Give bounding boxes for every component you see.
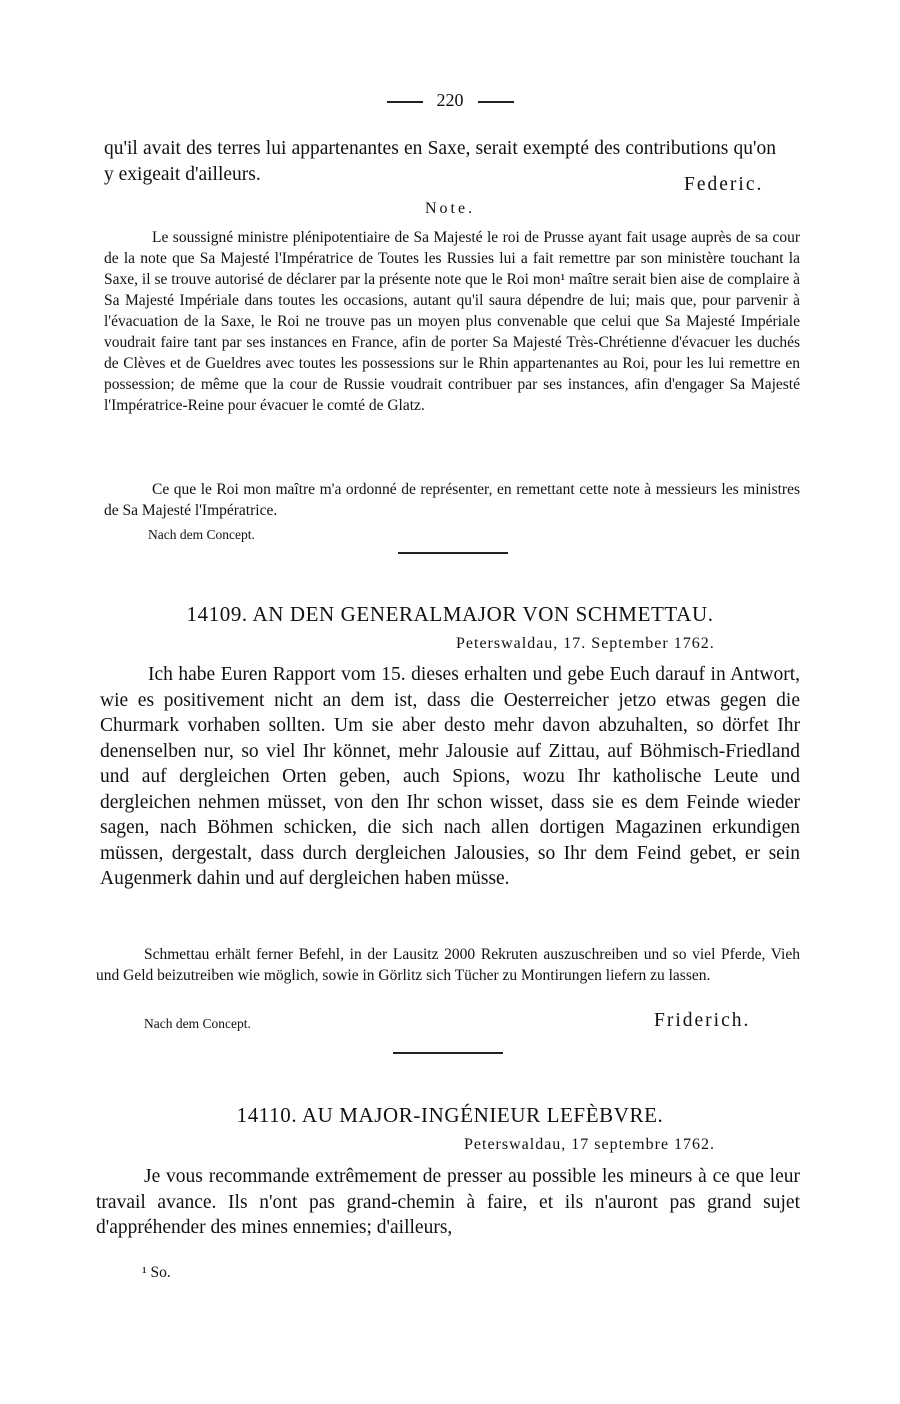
page-header bbox=[0, 90, 900, 111]
letter-14110-dateline: Peterswaldau, 17 septembre 1762. bbox=[464, 1136, 716, 1153]
letter-14109-source: Nach dem Concept. bbox=[144, 1016, 251, 1031]
letter-14109-editorial-note: Schmettau erhält ferner Befehl, in der Lausitz 2000 Rekruten auszuschreiben und so viel Pferde, Vieh und Geld beizutreiben wie möglich, sowie in Görlitz sich Tücher zu Montirungen liefern zu lassen. bbox=[96, 946, 800, 984]
note-paragraph-2: Ce que le Roi mon maître m'a ordonné de représenter, en remettant cette note à messieurs les ministres de Sa Majesté l'Impératrice. bbox=[104, 481, 800, 519]
note-paragraph-1: Le soussigné ministre plénipotentiaire de Sa Majesté le roi de Prusse ayant fait usage auprès de sa cour de la note que Sa Majesté l'Impératrice de Toutes les Russies lui a fait remettre par son ministère touchant la Saxe, il se trouve autorisé de déclarer par la présente note que le Roi mon¹ maître serait bien aise de complaire à Sa Majesté Impériale dans toutes les occasions, autant qu'il saura dépendre de lui; mais que, pour parvenir à l'évacuation de la Saxe, le Roi ne trouve pas un moyen plus convenable que celui que Sa Majesté Impériale voudrait faire tant par ses instances en France, afin de porter Sa Majesté Très-Chrétienne d'évacuer les duchés de Clèves et de Gueldres avec toutes les possessions sur le Rhin appartenantes au Roi, pour les lui remettre en possession; de même que la cour de Russie voudrait contribuer par ses instances, afin d'engager Sa Majesté l'Impératrice-Reine pour évacuer le comté de Glatz. bbox=[104, 229, 800, 414]
letter-14109-signature: Friderich. bbox=[654, 1010, 751, 1031]
letter-14109-body: Ich habe Euren Rapport vom 15. dieses erhalten und gebe Euch darauf in Antwort, wie es positivement nicht an dem ist, dass die Oesterreicher jetzo etwas gegen die Churmark vorhaben sollten. Um sie aber desto mehr davon abzuhalten, so dörfet Ihr denenselben nur, so viel Ihr könnet, mehr Jalousie auf Zittau, auf Böhmisch-Friedland und auf dergleichen Orten geben, auch Spions, wozu Ihr katholische Leute und dergleichen nehmen müsset, von den Ihr schon wisset, dass sie es dem Feinde wieder sagen, nach Böhmen schicken, die sich nach allen dortigen Magazinen erkundigen müssen, dergestalt, dass durch dergleichen Jalousies, so Ihr dem Feind gebet, er sein Augenmerk dahin und auf dergleichen haben müsse. bbox=[100, 664, 800, 889]
section-divider-2 bbox=[393, 1052, 503, 1054]
header-dash-right bbox=[478, 101, 514, 103]
previous-letter-signature: Federic. bbox=[684, 174, 764, 195]
footnote: ¹ So. bbox=[142, 1264, 171, 1281]
section-divider-1 bbox=[398, 552, 508, 554]
previous-letter-ending: qu'il avait des terres lui appartenantes en Saxe, serait exempté des contributions qu'on y exigeait d'ailleurs. bbox=[104, 138, 776, 185]
letter-14109-heading: 14109. AN DEN GENERALMAJOR VON SCHMETTAU. bbox=[186, 602, 714, 626]
header-dash-left bbox=[387, 101, 423, 103]
note-source: Nach dem Concept. bbox=[148, 527, 255, 542]
letter-14110-heading: 14110. AU MAJOR-INGÉNIEUR LEFÈBVRE. bbox=[236, 1103, 664, 1127]
letter-14110-body: Je vous recommande extrêmement de presser au possible les mineurs à ce que leur travail avance. Ils n'ont pas grand-chemin à faire, et ils n'auront pas grand sujet d'appréhender des mines ennemies; d'ailleurs, bbox=[96, 1166, 800, 1238]
letter-14109-dateline: Peterswaldau, 17. September 1762. bbox=[456, 635, 715, 652]
page-number: 220 bbox=[436, 90, 464, 110]
note-title: Note. bbox=[424, 200, 476, 217]
